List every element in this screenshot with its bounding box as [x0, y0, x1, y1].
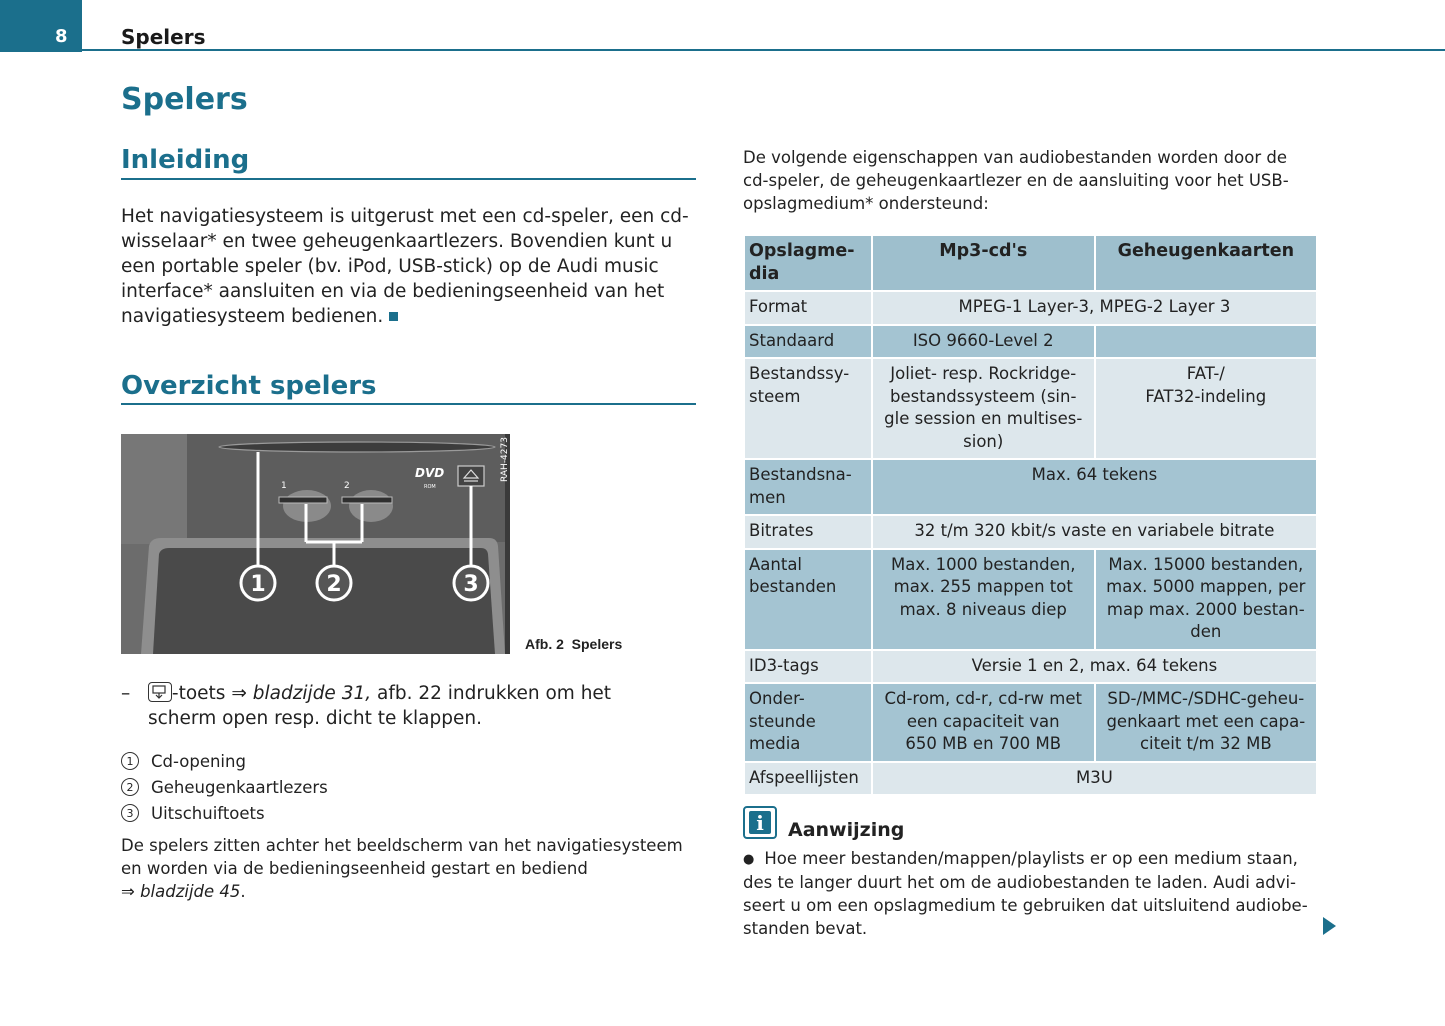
row-label: Bestandssy- steem	[744, 358, 872, 459]
row-value: MPEG-1 Layer-3, MPEG-2 Layer 3	[872, 291, 1317, 325]
section-heading-inleiding: Inleiding	[121, 145, 250, 175]
row-value: ISO 9660-Level 2	[872, 325, 1095, 359]
table-row	[744, 515, 1317, 549]
inleiding-line: navigatiesysteem bedienen.	[121, 306, 384, 327]
next-page-arrow-icon[interactable]	[1323, 917, 1336, 935]
note-line: standen bevat.	[743, 919, 868, 938]
screen-key-icon	[148, 682, 172, 702]
row-value: Versie 1 en 2, max. 64 tekens	[872, 650, 1317, 684]
header-cell: Mp3-cd's	[872, 235, 1095, 291]
row-value: Cd-rom, cd-r, cd-rw met een capaciteit van 650 MB en 700 MB	[872, 683, 1095, 762]
legend-label: Cd-opening	[151, 751, 246, 771]
instruction-arrow: ⇒	[231, 683, 247, 704]
dvd-sub: ROM	[424, 484, 436, 490]
row-label: Aantal bestanden	[744, 549, 872, 650]
legend-label: Geheugenkaartlezers	[151, 777, 328, 797]
table-row	[744, 325, 1317, 359]
closing-ref-line	[121, 880, 721, 903]
note-line-1	[743, 847, 1343, 871]
section-rule-overzicht	[121, 403, 696, 405]
table-row	[744, 459, 1317, 515]
inleiding-paragraph	[121, 204, 711, 329]
inleiding-line: Het navigatiesysteem is uitgerust met een cd-speler, een cd-	[121, 206, 689, 227]
row-value: FAT-/ FAT32-indeling	[1095, 358, 1317, 459]
intro-line: opslagmedium* ondersteund:	[743, 194, 989, 213]
section-rule-inleiding	[121, 178, 696, 180]
legend-item	[121, 802, 265, 824]
row-value: Max. 15000 bestanden, max. 5000 mappen, per map max. 2000 bestan- den	[1095, 549, 1317, 650]
inleiding-line: interface* aansluiten en via de bedieningseenheid van het	[121, 281, 665, 302]
intro-line: De volgende eigenschappen van audiobestanden worden door de	[743, 148, 1287, 167]
closing-paragraph	[121, 834, 721, 903]
legend-item	[121, 750, 246, 772]
dvd-logo: DVD	[415, 466, 445, 480]
instruction-line-1	[121, 681, 721, 706]
page-title: Spelers	[121, 82, 248, 117]
instruction-line-2: scherm open resp. dicht te klappen.	[148, 708, 482, 729]
note-body	[743, 847, 1343, 940]
row-value: Joliet- resp. Rockridge- bestandssysteem (sin- gle session en multises- sion)	[872, 358, 1095, 459]
closing-end: .	[240, 882, 246, 901]
closing-line: en worden via de bedieningseenheid gestart en bediend	[121, 859, 588, 878]
legend-number: 2	[121, 778, 139, 796]
table-row	[744, 762, 1317, 796]
row-value: SD-/MMC-/SDHC-geheu- genkaart met een capa- citeit t/m 32 MB	[1095, 683, 1317, 762]
players-figure	[121, 434, 510, 654]
closing-page-ref[interactable]: bladzijde 45	[140, 882, 241, 901]
bullet: ●	[743, 852, 755, 867]
legend-number: 3	[121, 804, 139, 822]
players-illustration	[121, 434, 510, 654]
info-icon-letter: i	[749, 811, 771, 834]
table-row	[744, 683, 1317, 762]
inleiding-line: wisselaar* en twee geheugenkaartlezers. Bovendien kunt u	[121, 231, 673, 252]
legend-label: Uitschuiftoets	[151, 803, 265, 823]
callout-1-label: 1	[250, 572, 266, 597]
header-cell: Opslagme- dia	[744, 235, 872, 291]
row-value: 32 t/m 320 kbit/s vaste en variabele bitrate	[872, 515, 1317, 549]
note-line: des te langer duurt het om de audiobestanden te laden. Audi advi-	[743, 873, 1297, 892]
callout-2-label: 2	[326, 572, 342, 597]
note-title: Aanwijzing	[788, 819, 905, 841]
figure-code: RAH-4273	[500, 437, 510, 482]
slot-label-1: 1	[281, 481, 287, 491]
caption-label: Afb. 2	[525, 636, 564, 652]
instruction	[121, 681, 721, 731]
spec-table	[743, 234, 1318, 796]
closing-line: De spelers zitten achter het beeldscherm van het navigatiesysteem	[121, 836, 683, 855]
note-line: Hoe meer bestanden/mappen/playlists er op een medium staan,	[764, 849, 1298, 868]
callout-3-label: 3	[463, 572, 479, 597]
header-rule	[82, 49, 1445, 51]
figure-caption	[525, 636, 622, 652]
table-intro	[743, 146, 1343, 215]
row-label: Onder- steunde media	[744, 683, 872, 762]
legend-item	[121, 776, 328, 798]
table-row	[744, 549, 1317, 650]
page-number-box	[0, 0, 82, 52]
inleiding-line: een portable speler (bv. iPod, USB-stick) op de Audi music	[121, 256, 659, 277]
instruction-rest: afb. 22 indrukken om het	[371, 683, 612, 704]
row-label: Bitrates	[744, 515, 872, 549]
table-row	[744, 358, 1317, 459]
row-label: ID3-tags	[744, 650, 872, 684]
key-suffix: -toets	[171, 683, 226, 704]
inleiding-line-last	[121, 304, 711, 329]
section-heading-overzicht: Overzicht spelers	[121, 371, 377, 401]
row-value: M3U	[872, 762, 1317, 796]
page-number: 8	[55, 26, 68, 47]
table-header-row	[744, 235, 1317, 291]
eject-button-graphic	[458, 466, 484, 486]
instruction-dash: –	[121, 683, 131, 704]
row-label: Format	[744, 291, 872, 325]
row-value: Max. 1000 bestanden, max. 255 mappen tot max. 8 niveaus diep	[872, 549, 1095, 650]
row-label: Afspeellijsten	[744, 762, 872, 796]
legend-number: 1	[121, 752, 139, 770]
closing-arrow: ⇒	[121, 882, 135, 901]
instruction-page-ref[interactable]: bladzijde 31,	[252, 683, 372, 704]
running-title: Spelers	[121, 25, 206, 49]
slot-label-2: 2	[344, 481, 350, 491]
row-label: Bestandsna- men	[744, 459, 872, 515]
note-line: seert u om een opslagmedium te gebruiken dat uitsluitend audiobe-	[743, 896, 1308, 915]
table-row	[744, 291, 1317, 325]
table-row	[744, 650, 1317, 684]
intro-line: cd-speler, de geheugenkaartlezer en de aansluiting voor het USB-	[743, 171, 1289, 190]
row-value	[1095, 325, 1317, 359]
row-label: Standaard	[744, 325, 872, 359]
info-icon	[743, 806, 777, 839]
row-value: Max. 64 tekens	[872, 459, 1317, 515]
caption-title: Spelers	[571, 636, 623, 652]
header-cell: Geheugenkaarten	[1095, 235, 1317, 291]
end-square-icon	[389, 312, 398, 321]
